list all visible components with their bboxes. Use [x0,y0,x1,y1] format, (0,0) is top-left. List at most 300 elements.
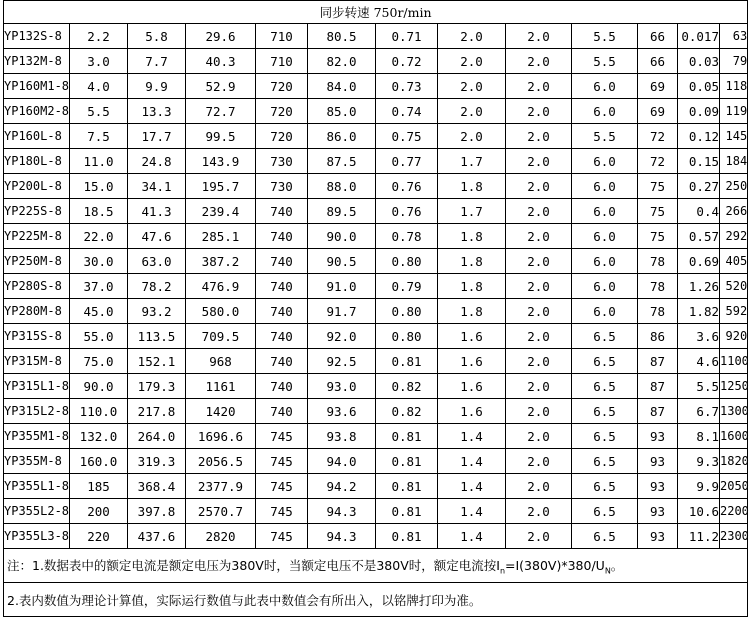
cell-power-kw: 4.0 [70,74,128,99]
cell-torque: 968 [186,349,256,374]
cell-power-kw: 110.0 [70,399,128,424]
cell-start-current-ratio: 6.5 [572,399,638,424]
cell-speed-rpm: 710 [256,49,308,74]
cell-efficiency: 89.5 [308,199,376,224]
cell-max-torque-ratio: 2.0 [506,149,572,174]
cell-power-kw: 90.0 [70,374,128,399]
cell-model: YP315L2-8 [4,399,70,424]
cell-weight-kg: 1300 [720,399,748,424]
cell-efficiency: 94.3 [308,524,376,549]
cell-noise-db: 69 [638,99,678,124]
cell-start-torque-ratio: 1.8 [438,174,506,199]
cell-efficiency: 94.2 [308,474,376,499]
note-1-formula: =I(380V)*380/U [505,557,605,573]
cell-noise-db: 87 [638,374,678,399]
cell-inertia: 0.27 [678,174,720,199]
cell-model: YP355L2-8 [4,499,70,524]
note-1 [4,549,748,583]
cell-power-kw: 22.0 [70,224,128,249]
cell-inertia: 11.2 [678,524,720,549]
cell-efficiency: 93.8 [308,424,376,449]
cell-start-torque-ratio: 1.6 [438,349,506,374]
cell-weight-kg: 405 [720,249,748,274]
table-row [4,424,748,449]
cell-speed-rpm: 740 [256,324,308,349]
cell-weight-kg: 119 [720,99,748,124]
cell-power-kw: 5.5 [70,99,128,124]
cell-noise-db: 78 [638,299,678,324]
cell-power-kw: 45.0 [70,299,128,324]
cell-current-a: 24.8 [128,149,186,174]
table-row [4,174,748,199]
cell-max-torque-ratio: 2.0 [506,274,572,299]
cell-speed-rpm: 730 [256,149,308,174]
header-row [4,1,748,24]
cell-inertia: 4.6 [678,349,720,374]
cell-current-a: 319.3 [128,449,186,474]
cell-start-torque-ratio: 1.8 [438,224,506,249]
cell-power-factor: 0.81 [376,349,438,374]
cell-current-a: 13.3 [128,99,186,124]
cell-inertia: 0.12 [678,124,720,149]
cell-power-factor: 0.80 [376,299,438,324]
cell-weight-kg: 1600 [720,424,748,449]
cell-efficiency: 92.0 [308,324,376,349]
cell-power-factor: 0.72 [376,49,438,74]
note-row-1 [4,549,748,583]
cell-speed-rpm: 740 [256,349,308,374]
cell-max-torque-ratio: 2.0 [506,474,572,499]
cell-model: YP200L-8 [4,174,70,199]
cell-power-factor: 0.71 [376,24,438,49]
cell-power-kw: 3.0 [70,49,128,74]
cell-power-factor: 0.80 [376,249,438,274]
cell-weight-kg: 184 [720,149,748,174]
cell-weight-kg: 292 [720,224,748,249]
cell-speed-rpm: 745 [256,474,308,499]
cell-model: YP280M-8 [4,299,70,324]
cell-model: YP160L-8 [4,124,70,149]
cell-weight-kg: 266 [720,199,748,224]
cell-inertia: 6.7 [678,399,720,424]
cell-model: YP315S-8 [4,324,70,349]
cell-speed-rpm: 740 [256,199,308,224]
table-row [4,399,748,424]
cell-power-kw: 30.0 [70,249,128,274]
cell-noise-db: 93 [638,449,678,474]
cell-speed-rpm: 740 [256,299,308,324]
cell-current-a: 63.0 [128,249,186,274]
cell-start-torque-ratio: 1.4 [438,424,506,449]
table-row [4,224,748,249]
cell-start-current-ratio: 6.5 [572,499,638,524]
cell-start-current-ratio: 6.5 [572,324,638,349]
cell-current-a: 397.8 [128,499,186,524]
cell-model: YP250M-8 [4,249,70,274]
cell-current-a: 264.0 [128,424,186,449]
table-row [4,49,748,74]
cell-current-a: 7.7 [128,49,186,74]
cell-weight-kg: 920 [720,324,748,349]
cell-speed-rpm: 740 [256,224,308,249]
cell-efficiency: 92.5 [308,349,376,374]
cell-weight-kg: 79 [720,49,748,74]
cell-model: YP180L-8 [4,149,70,174]
cell-max-torque-ratio: 2.0 [506,99,572,124]
cell-noise-db: 93 [638,474,678,499]
cell-model: YP355L1-8 [4,474,70,499]
cell-start-current-ratio: 6.0 [572,274,638,299]
cell-weight-kg: 118 [720,74,748,99]
cell-max-torque-ratio: 2.0 [506,49,572,74]
cell-torque: 2570.7 [186,499,256,524]
cell-speed-rpm: 720 [256,99,308,124]
cell-inertia: 1.26 [678,274,720,299]
cell-efficiency: 94.3 [308,499,376,524]
cell-speed-rpm: 745 [256,524,308,549]
cell-inertia: 3.6 [678,324,720,349]
cell-efficiency: 82.0 [308,49,376,74]
cell-start-torque-ratio: 1.8 [438,274,506,299]
cell-noise-db: 66 [638,49,678,74]
cell-torque: 195.7 [186,174,256,199]
cell-weight-kg: 1820 [720,449,748,474]
cell-current-a: 78.2 [128,274,186,299]
table-row [4,199,748,224]
cell-model: YP315L1-8 [4,374,70,399]
cell-torque: 143.9 [186,149,256,174]
cell-inertia: 0.4 [678,199,720,224]
cell-noise-db: 87 [638,349,678,374]
cell-noise-db: 78 [638,274,678,299]
cell-start-current-ratio: 5.5 [572,24,638,49]
table-row [4,474,748,499]
cell-start-current-ratio: 6.0 [572,74,638,99]
cell-efficiency: 86.0 [308,124,376,149]
cell-noise-db: 93 [638,499,678,524]
table-row [4,449,748,474]
cell-max-torque-ratio: 2.0 [506,74,572,99]
cell-max-torque-ratio: 2.0 [506,174,572,199]
cell-max-torque-ratio: 2.0 [506,399,572,424]
cell-start-torque-ratio: 2.0 [438,24,506,49]
cell-power-factor: 0.77 [376,149,438,174]
cell-torque: 2056.5 [186,449,256,474]
cell-start-torque-ratio: 1.4 [438,474,506,499]
cell-torque: 72.7 [186,99,256,124]
cell-inertia: 9.3 [678,449,720,474]
note-2: 2.表内数值为理论计算值，实际运行数值与此表中数值会有所出入，以铭牌打印为准。 [4,583,748,617]
cell-inertia: 10.6 [678,499,720,524]
cell-noise-db: 86 [638,324,678,349]
cell-start-torque-ratio: 1.6 [438,324,506,349]
cell-model: YP132M-8 [4,49,70,74]
cell-noise-db: 69 [638,74,678,99]
cell-current-a: 5.8 [128,24,186,49]
cell-speed-rpm: 720 [256,74,308,99]
cell-torque: 239.4 [186,199,256,224]
cell-start-current-ratio: 6.0 [572,224,638,249]
cell-efficiency: 80.5 [308,24,376,49]
table-row [4,149,748,174]
note-1-text: 注：1.数据表中的额定电流是额定电压为380V时，当额定电压不是380V时，额定电流按I [7,557,500,573]
cell-speed-rpm: 740 [256,399,308,424]
cell-efficiency: 88.0 [308,174,376,199]
cell-power-factor: 0.76 [376,199,438,224]
cell-current-a: 152.1 [128,349,186,374]
cell-model: YP160M2-8 [4,99,70,124]
table-row [4,524,748,549]
cell-power-factor: 0.78 [376,224,438,249]
cell-power-factor: 0.81 [376,449,438,474]
motor-spec-table [3,0,748,617]
cell-power-factor: 0.81 [376,524,438,549]
cell-start-current-ratio: 6.5 [572,374,638,399]
table-row [4,74,748,99]
table-body [4,24,748,549]
cell-inertia: 0.03 [678,49,720,74]
table-row [4,99,748,124]
cell-power-kw: 75.0 [70,349,128,374]
cell-start-current-ratio: 6.0 [572,149,638,174]
table-row [4,374,748,399]
cell-model: YP225M-8 [4,224,70,249]
note-1-end: 。 [610,557,624,573]
cell-current-a: 179.3 [128,374,186,399]
cell-weight-kg: 1100 [720,349,748,374]
cell-noise-db: 75 [638,174,678,199]
note-1-sub-N: N [604,566,611,576]
cell-power-factor: 0.79 [376,274,438,299]
cell-inertia: 5.5 [678,374,720,399]
cell-efficiency: 90.5 [308,249,376,274]
cell-speed-rpm: 740 [256,374,308,399]
cell-start-current-ratio: 6.5 [572,524,638,549]
cell-speed-rpm: 730 [256,174,308,199]
cell-start-current-ratio: 6.5 [572,449,638,474]
cell-model: YP280S-8 [4,274,70,299]
cell-start-current-ratio: 6.5 [572,349,638,374]
cell-torque: 40.3 [186,49,256,74]
cell-power-factor: 0.82 [376,399,438,424]
cell-power-kw: 132.0 [70,424,128,449]
table-row [4,299,748,324]
cell-start-torque-ratio: 1.4 [438,524,506,549]
table-row [4,499,748,524]
cell-power-factor: 0.75 [376,124,438,149]
note-1-sub-n: n [499,566,506,576]
cell-power-factor: 0.73 [376,74,438,99]
cell-start-current-ratio: 6.0 [572,299,638,324]
cell-max-torque-ratio: 2.0 [506,124,572,149]
cell-current-a: 41.3 [128,199,186,224]
cell-start-current-ratio: 6.0 [572,174,638,199]
cell-torque: 2377.9 [186,474,256,499]
cell-start-torque-ratio: 1.4 [438,499,506,524]
cell-power-kw: 160.0 [70,449,128,474]
cell-efficiency: 91.7 [308,299,376,324]
cell-start-current-ratio: 6.0 [572,249,638,274]
cell-efficiency: 87.5 [308,149,376,174]
cell-power-kw: 37.0 [70,274,128,299]
cell-noise-db: 75 [638,199,678,224]
cell-noise-db: 93 [638,524,678,549]
cell-max-torque-ratio: 2.0 [506,449,572,474]
cell-power-kw: 18.5 [70,199,128,224]
cell-start-current-ratio: 5.5 [572,124,638,149]
cell-torque: 52.9 [186,74,256,99]
cell-noise-db: 75 [638,224,678,249]
cell-model: YP355L3-8 [4,524,70,549]
cell-torque: 29.6 [186,24,256,49]
cell-power-factor: 0.81 [376,499,438,524]
cell-start-current-ratio: 6.5 [572,474,638,499]
cell-efficiency: 90.0 [308,224,376,249]
cell-current-a: 113.5 [128,324,186,349]
cell-speed-rpm: 745 [256,499,308,524]
cell-torque: 1161 [186,374,256,399]
cell-inertia: 0.05 [678,74,720,99]
cell-weight-kg: 145 [720,124,748,149]
cell-start-torque-ratio: 2.0 [438,74,506,99]
cell-start-torque-ratio: 1.6 [438,399,506,424]
cell-efficiency: 91.0 [308,274,376,299]
cell-weight-kg: 63 [720,24,748,49]
cell-speed-rpm: 710 [256,24,308,49]
cell-torque: 580.0 [186,299,256,324]
cell-max-torque-ratio: 2.0 [506,349,572,374]
cell-start-torque-ratio: 1.7 [438,149,506,174]
cell-power-kw: 55.0 [70,324,128,349]
cell-current-a: 217.8 [128,399,186,424]
cell-weight-kg: 2050 [720,474,748,499]
cell-current-a: 17.7 [128,124,186,149]
cell-efficiency: 85.0 [308,99,376,124]
cell-weight-kg: 520 [720,274,748,299]
cell-model: YP225S-8 [4,199,70,224]
cell-inertia: 0.09 [678,99,720,124]
cell-start-torque-ratio: 1.6 [438,374,506,399]
cell-start-torque-ratio: 1.8 [438,249,506,274]
cell-current-a: 368.4 [128,474,186,499]
cell-speed-rpm: 745 [256,449,308,474]
cell-current-a: 34.1 [128,174,186,199]
cell-noise-db: 72 [638,149,678,174]
cell-model: YP355M1-8 [4,424,70,449]
cell-start-current-ratio: 6.5 [572,424,638,449]
cell-speed-rpm: 720 [256,124,308,149]
note-row-2 [4,583,748,617]
cell-current-a: 437.6 [128,524,186,549]
cell-inertia: 0.69 [678,249,720,274]
cell-power-kw: 200 [70,499,128,524]
cell-model: YP132S-8 [4,24,70,49]
cell-speed-rpm: 740 [256,274,308,299]
cell-power-kw: 220 [70,524,128,549]
cell-noise-db: 78 [638,249,678,274]
cell-model: YP160M1-8 [4,74,70,99]
cell-weight-kg: 2200 [720,499,748,524]
cell-noise-db: 87 [638,399,678,424]
cell-power-kw: 11.0 [70,149,128,174]
cell-torque: 476.9 [186,274,256,299]
cell-efficiency: 93.0 [308,374,376,399]
cell-weight-kg: 250 [720,174,748,199]
cell-torque: 709.5 [186,324,256,349]
cell-current-a: 47.6 [128,224,186,249]
cell-model: YP315M-8 [4,349,70,374]
cell-power-kw: 2.2 [70,24,128,49]
table-row [4,24,748,49]
cell-weight-kg: 592 [720,299,748,324]
cell-torque: 1696.6 [186,424,256,449]
table-row [4,124,748,149]
cell-torque: 387.2 [186,249,256,274]
cell-max-torque-ratio: 2.0 [506,524,572,549]
cell-torque: 2820 [186,524,256,549]
cell-weight-kg: 2300 [720,524,748,549]
cell-start-torque-ratio: 1.7 [438,199,506,224]
table-row [4,249,748,274]
cell-weight-kg: 1250 [720,374,748,399]
cell-efficiency: 84.0 [308,74,376,99]
cell-speed-rpm: 745 [256,424,308,449]
cell-current-a: 93.2 [128,299,186,324]
cell-power-factor: 0.74 [376,99,438,124]
cell-max-torque-ratio: 2.0 [506,324,572,349]
cell-torque: 1420 [186,399,256,424]
cell-max-torque-ratio: 2.0 [506,249,572,274]
table-title: 同步转速 750r/min [4,1,748,24]
cell-start-torque-ratio: 2.0 [438,99,506,124]
cell-power-kw: 7.5 [70,124,128,149]
cell-max-torque-ratio: 2.0 [506,374,572,399]
cell-power-kw: 15.0 [70,174,128,199]
cell-inertia: 0.57 [678,224,720,249]
cell-noise-db: 66 [638,24,678,49]
cell-efficiency: 93.6 [308,399,376,424]
cell-max-torque-ratio: 2.0 [506,499,572,524]
cell-max-torque-ratio: 2.0 [506,24,572,49]
cell-max-torque-ratio: 2.0 [506,424,572,449]
cell-power-factor: 0.81 [376,474,438,499]
cell-inertia: 0.017 [678,24,720,49]
cell-start-current-ratio: 6.0 [572,99,638,124]
cell-power-factor: 0.76 [376,174,438,199]
cell-max-torque-ratio: 2.0 [506,299,572,324]
cell-inertia: 0.15 [678,149,720,174]
cell-power-factor: 0.80 [376,324,438,349]
cell-inertia: 9.9 [678,474,720,499]
cell-power-factor: 0.82 [376,374,438,399]
cell-inertia: 1.82 [678,299,720,324]
cell-speed-rpm: 740 [256,249,308,274]
table-row [4,349,748,374]
table-row [4,274,748,299]
cell-noise-db: 93 [638,424,678,449]
cell-power-kw: 185 [70,474,128,499]
cell-start-torque-ratio: 2.0 [438,124,506,149]
cell-start-torque-ratio: 1.4 [438,449,506,474]
cell-model: YP355M-8 [4,449,70,474]
cell-max-torque-ratio: 2.0 [506,224,572,249]
cell-start-torque-ratio: 2.0 [438,49,506,74]
cell-start-torque-ratio: 1.8 [438,299,506,324]
cell-torque: 285.1 [186,224,256,249]
cell-inertia: 8.1 [678,424,720,449]
cell-noise-db: 72 [638,124,678,149]
cell-start-current-ratio: 6.0 [572,199,638,224]
